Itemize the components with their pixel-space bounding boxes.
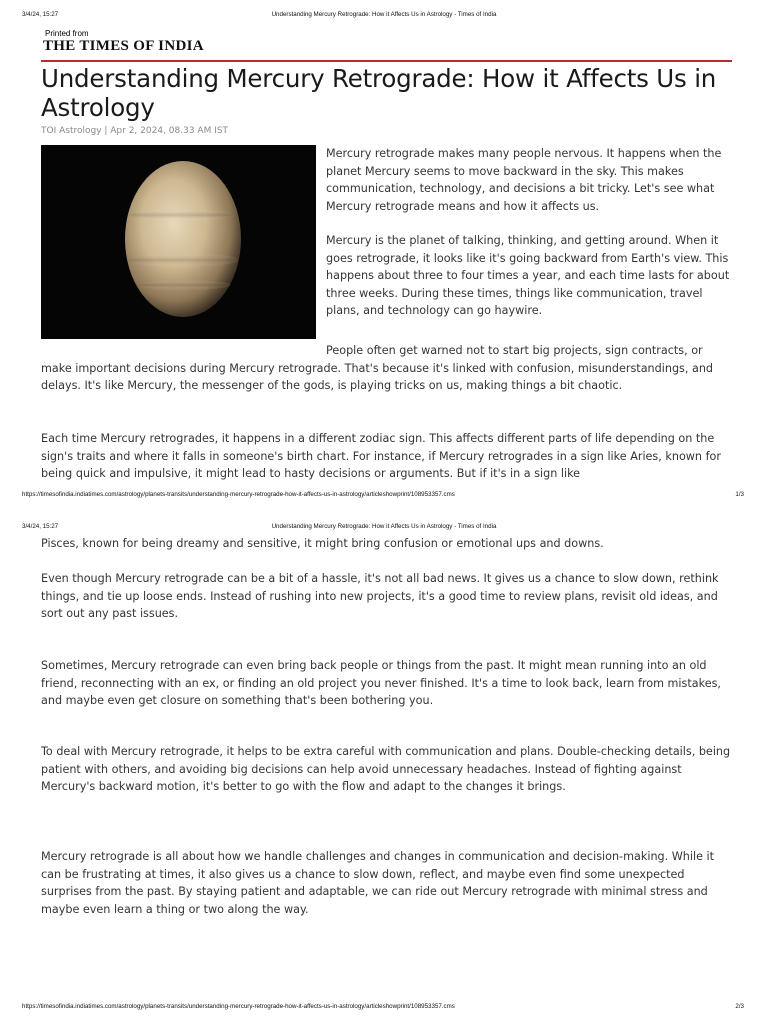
article-paragraph: People often get warned not to start big projects, sign contracts, or make important decisions during Mercury retrograde. That's because it's linked with confusion, misunderstandings, and delays. It's like Mercury, the messenger of the gods, is playing tricks on us, making things a bit chaotic. bbox=[41, 344, 714, 393]
printed-from-label: Printed from bbox=[45, 29, 89, 38]
mercury-planet-image bbox=[41, 145, 316, 339]
pdf-page-1 bbox=[0, 0, 768, 500]
print-header bbox=[0, 11, 768, 21]
planet-illustration bbox=[41, 145, 316, 339]
masthead-divider bbox=[41, 60, 732, 62]
print-document-title: Understanding Mercury Retrograde: How it Affects Us in Astrology - Times of India bbox=[271, 11, 497, 18]
print-datetime: 3/4/24, 15:27 bbox=[22, 11, 59, 18]
print-url: https://timesofindia.indiatimes.com/astrology/planets-transits/understanding-mercury-retrograde-how-it-affects-us-in-astrology/articleshowprint/108953357.cms bbox=[22, 1003, 455, 1010]
article-title: Understanding Mercury Retrograde: How it Affects Us in Astrology bbox=[41, 64, 717, 122]
article-paragraph: Mercury retrograde makes many people nervous. It happens when the planet Mercury seems to move backward in the sky. This makes communication, technology, and decisions a bit tricky. Let's see what Mercury retrograde means and how it affects us. bbox=[326, 147, 722, 213]
page-number: 1/3 bbox=[735, 491, 744, 498]
article-paragraph: Sometimes, Mercury retrograde can even bring back people or things from the past. It might mean running into an old friend, reconnecting with an ex, or finding an old project you never finished. It's a time to look back, learn from mistakes, and maybe even get closure on something that's been bothering you. bbox=[41, 659, 721, 708]
print-datetime: 3/4/24, 15:27 bbox=[22, 523, 59, 530]
article-paragraph: Mercury retrograde is all about how we handle challenges and changes in communication and decision-making. While it can be frustrating at times, it also gives us a chance to slow down, reflect, and maybe even find some unexpected surprises from the past. By staying patient and adaptable, we can ride out Mercury retrograde with minimal stress and maybe even learn a thing or two along the way. bbox=[41, 850, 715, 916]
times-of-india-logo: THE TIMES OF INDIA bbox=[43, 38, 204, 54]
print-footer bbox=[0, 491, 768, 501]
article-paragraph: Each time Mercury retrogrades, it happens in a different zodiac sign. This affects different parts of life depending on the sign's traits and where it falls in someone's birth chart. For instance, if Mercury retrogrades in a sign like Aries, known for being quick and impulsive, it might lead to hasty decisions or arguments. But if it's in a sign like bbox=[41, 432, 721, 481]
print-document-title: Understanding Mercury Retrograde: How it Affects Us in Astrology - Times of India bbox=[271, 523, 497, 530]
article-paragraph: To deal with Mercury retrograde, it helps to be extra careful with communication and plans. Double-checking details, being patient with others, and avoiding big decisions can help avoid unnecessary headaches. Instead of fighting against Mercury's backward motion, it's better to go with the flow and adapt to the changes it brings. bbox=[41, 745, 731, 794]
article-paragraph: Mercury is the planet of talking, thinking, and getting around. When it goes retrograde, it looks like it's going backward from Earth's view. This happens about three to four times a year, and each time lasts for about three weeks. During these times, things like communication, travel plans, and technology can go haywire. bbox=[326, 234, 730, 318]
print-header bbox=[0, 523, 768, 533]
print-url: https://timesofindia.indiatimes.com/astrology/planets-transits/understanding-mercury-retrograde-how-it-affects-us-in-astrology/articleshowprint/108953357.cms bbox=[22, 491, 455, 498]
page-number: 2/3 bbox=[735, 1003, 744, 1010]
article-paragraph: Even though Mercury retrograde can be a bit of a hassle, it's not all bad news. It gives us a chance to slow down, rethink things, and tie up loose ends. Instead of rushing into new projects, it's a good time to review plans, revisit old ideas, and sort out any past issues. bbox=[41, 572, 719, 621]
article-paragraph: Pisces, known for being dreamy and sensitive, it might bring confusion or emotional ups and downs. bbox=[41, 537, 604, 550]
article-byline: TOI Astrology | Apr 2, 2024, 08.33 AM IST bbox=[41, 126, 229, 136]
pdf-page-2 bbox=[0, 514, 768, 1024]
print-footer bbox=[0, 1003, 768, 1013]
